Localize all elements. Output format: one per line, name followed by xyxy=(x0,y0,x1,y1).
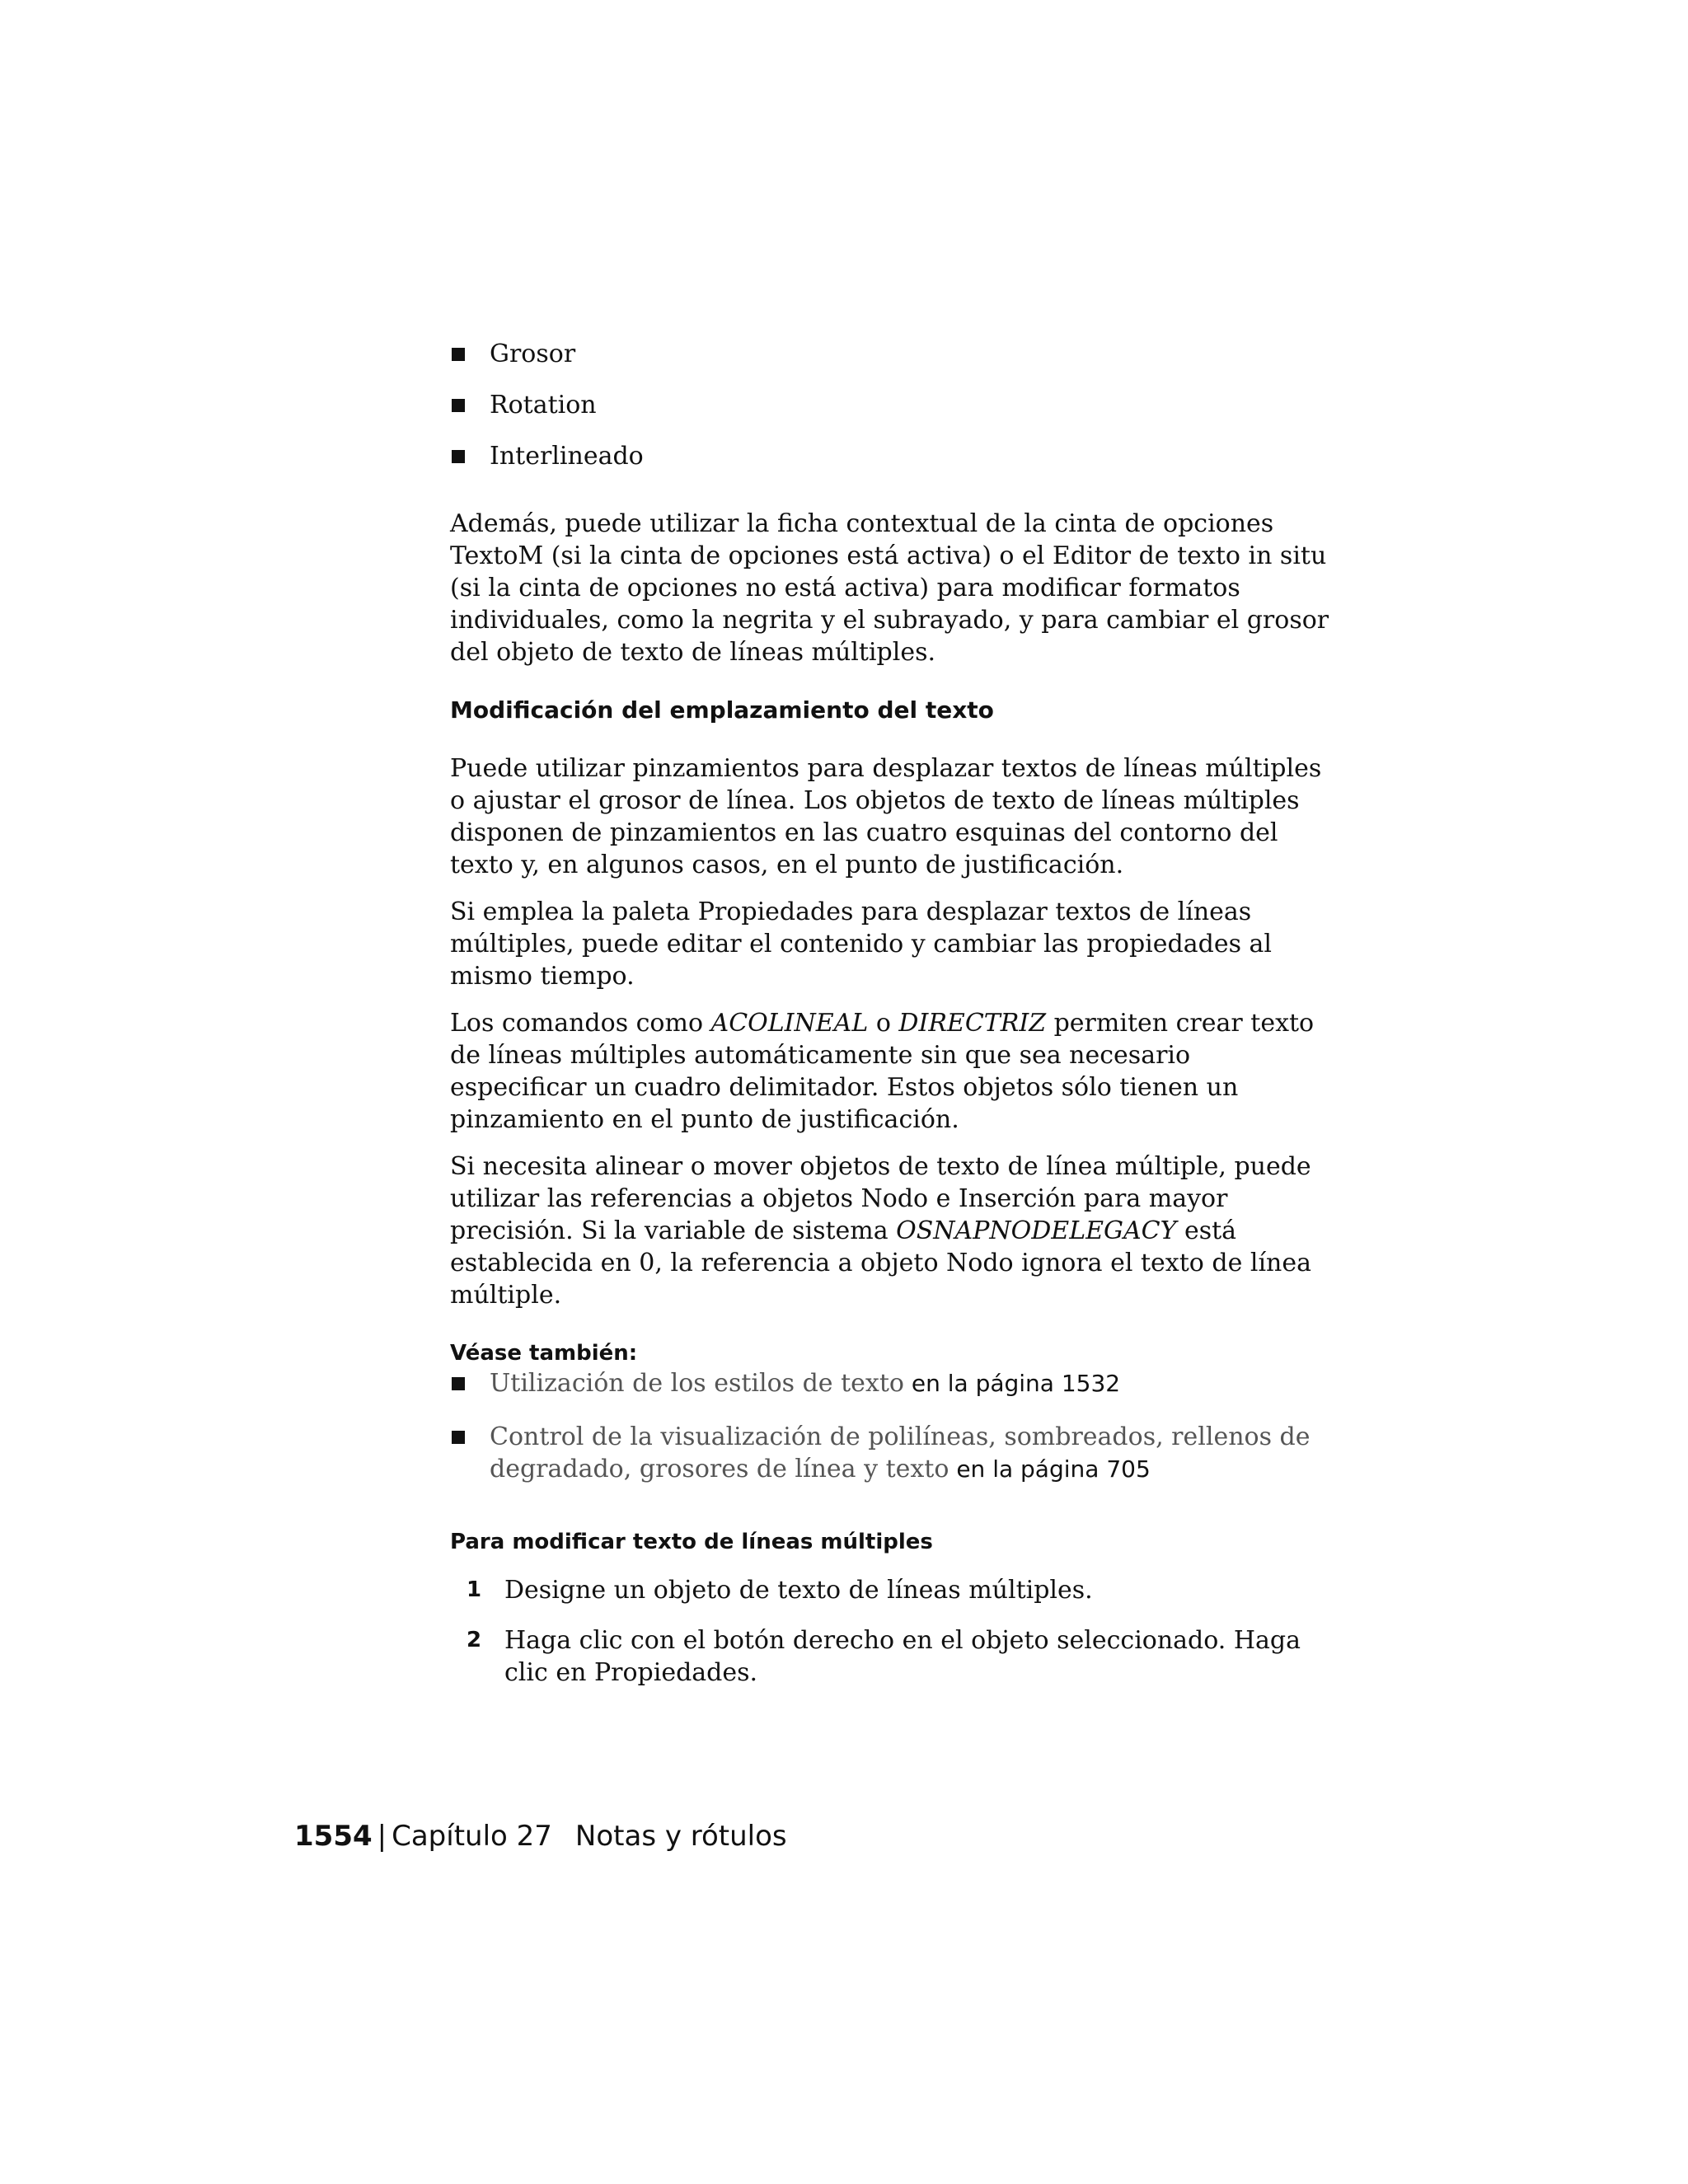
property-list xyxy=(450,338,1332,472)
see-also-item xyxy=(450,1367,1332,1399)
paragraph-text: Si necesita alinear o mover objetos de texto de línea múltiple, puede utilizar las referencias a objetos Nodo e Inserción para mayor precisión. Si la variable de sistema xyxy=(450,1152,1311,1245)
chapter-label: Capítulo 27 xyxy=(392,1820,552,1853)
paragraph-text: o xyxy=(868,1009,899,1038)
procedure-heading: Para modificar texto de líneas múltiples xyxy=(450,1530,933,1554)
paragraph-text: está establecida en 0, la referencia a objeto Nodo ignora el texto de línea múltiple. xyxy=(450,1216,1312,1310)
see-also-item xyxy=(450,1421,1332,1485)
paragraph-osnap xyxy=(450,1151,1332,1311)
see-also-link[interactable]: Utilización de los estilos de texto xyxy=(490,1369,904,1398)
procedure-step xyxy=(450,1624,1332,1689)
paragraph-text: permiten crear texto de líneas múltiples automáticamente sin que sea necesario especificar un cuadro delimitador. Estos objetos sólo tienen un pinzamiento en el punto de justificación. xyxy=(450,1009,1315,1134)
step-text: Designe un objeto de texto de líneas múltiples. xyxy=(504,1576,1093,1605)
list-item xyxy=(450,389,1332,421)
intro-paragraph: Además, puede utilizar la ficha contextual de la cinta de opciones TextoM (si la cinta de opciones está activa) o el Editor de texto in situ (si la cinta de opciones no está activa) para modificar formatos individuales, como la negrita y el subrayado, y para cambiar el grosor del objeto de texto de líneas múltiples. xyxy=(450,509,1329,667)
command-name: ACOLINEAL xyxy=(710,1009,869,1038)
page-footer xyxy=(294,1818,787,1854)
square-bullet-icon xyxy=(452,399,465,412)
square-bullet-icon xyxy=(452,450,465,463)
paragraph-text: Los comandos como xyxy=(450,1009,711,1038)
square-bullet-icon xyxy=(452,1377,465,1390)
paragraph-grips: Puede utilizar pinzamientos para desplazar textos de líneas múltiples o ajustar el grosor de línea. Los objetos de texto de líneas múltiples disponen de pinzamientos en las cuatro esquinas del contorno del texto y, en algunos casos, en el punto de justificación. xyxy=(450,754,1322,879)
list-item-text: Rotation xyxy=(490,391,597,419)
step-number: 1 xyxy=(467,1577,482,1602)
procedure-steps xyxy=(450,1574,1332,1689)
page-content xyxy=(450,338,1332,1689)
page-reference: en la página 705 xyxy=(949,1455,1151,1483)
see-also-heading: Véase también: xyxy=(450,1341,638,1366)
list-item-text: Interlineado xyxy=(490,442,644,471)
chapter-title: Notas y rótulos xyxy=(574,1820,787,1853)
square-bullet-icon xyxy=(452,1431,465,1444)
see-also-link[interactable]: Control de la visualización de polilíneas, sombreados, rellenos de degradado, grosores de línea y texto xyxy=(490,1422,1311,1483)
page-number: 1554 xyxy=(294,1820,373,1853)
step-number: 2 xyxy=(467,1628,482,1652)
paragraph-properties-palette: Si emplea la paleta Propiedades para desplazar textos de líneas múltiples, puede editar el contenido y cambiar las propiedades al mismo tiempo. xyxy=(450,898,1272,991)
list-item xyxy=(450,440,1332,472)
see-also-list xyxy=(450,1367,1332,1485)
footer-separator: | xyxy=(377,1820,387,1853)
section-heading: Modificación del emplazamiento del texto xyxy=(450,696,994,724)
page-reference: en la página 1532 xyxy=(903,1370,1121,1397)
list-item xyxy=(450,338,1332,370)
paragraph-commands xyxy=(450,1007,1332,1136)
command-name: DIRECTRIZ xyxy=(898,1009,1047,1038)
step-text: Haga clic con el botón derecho en el objeto seleccionado. Haga clic en Propiedades. xyxy=(504,1626,1301,1687)
procedure-step xyxy=(450,1574,1332,1606)
system-variable-name: OSNAPNODELEGACY xyxy=(896,1216,1177,1245)
square-bullet-icon xyxy=(452,348,465,361)
list-item-text: Grosor xyxy=(490,340,576,368)
